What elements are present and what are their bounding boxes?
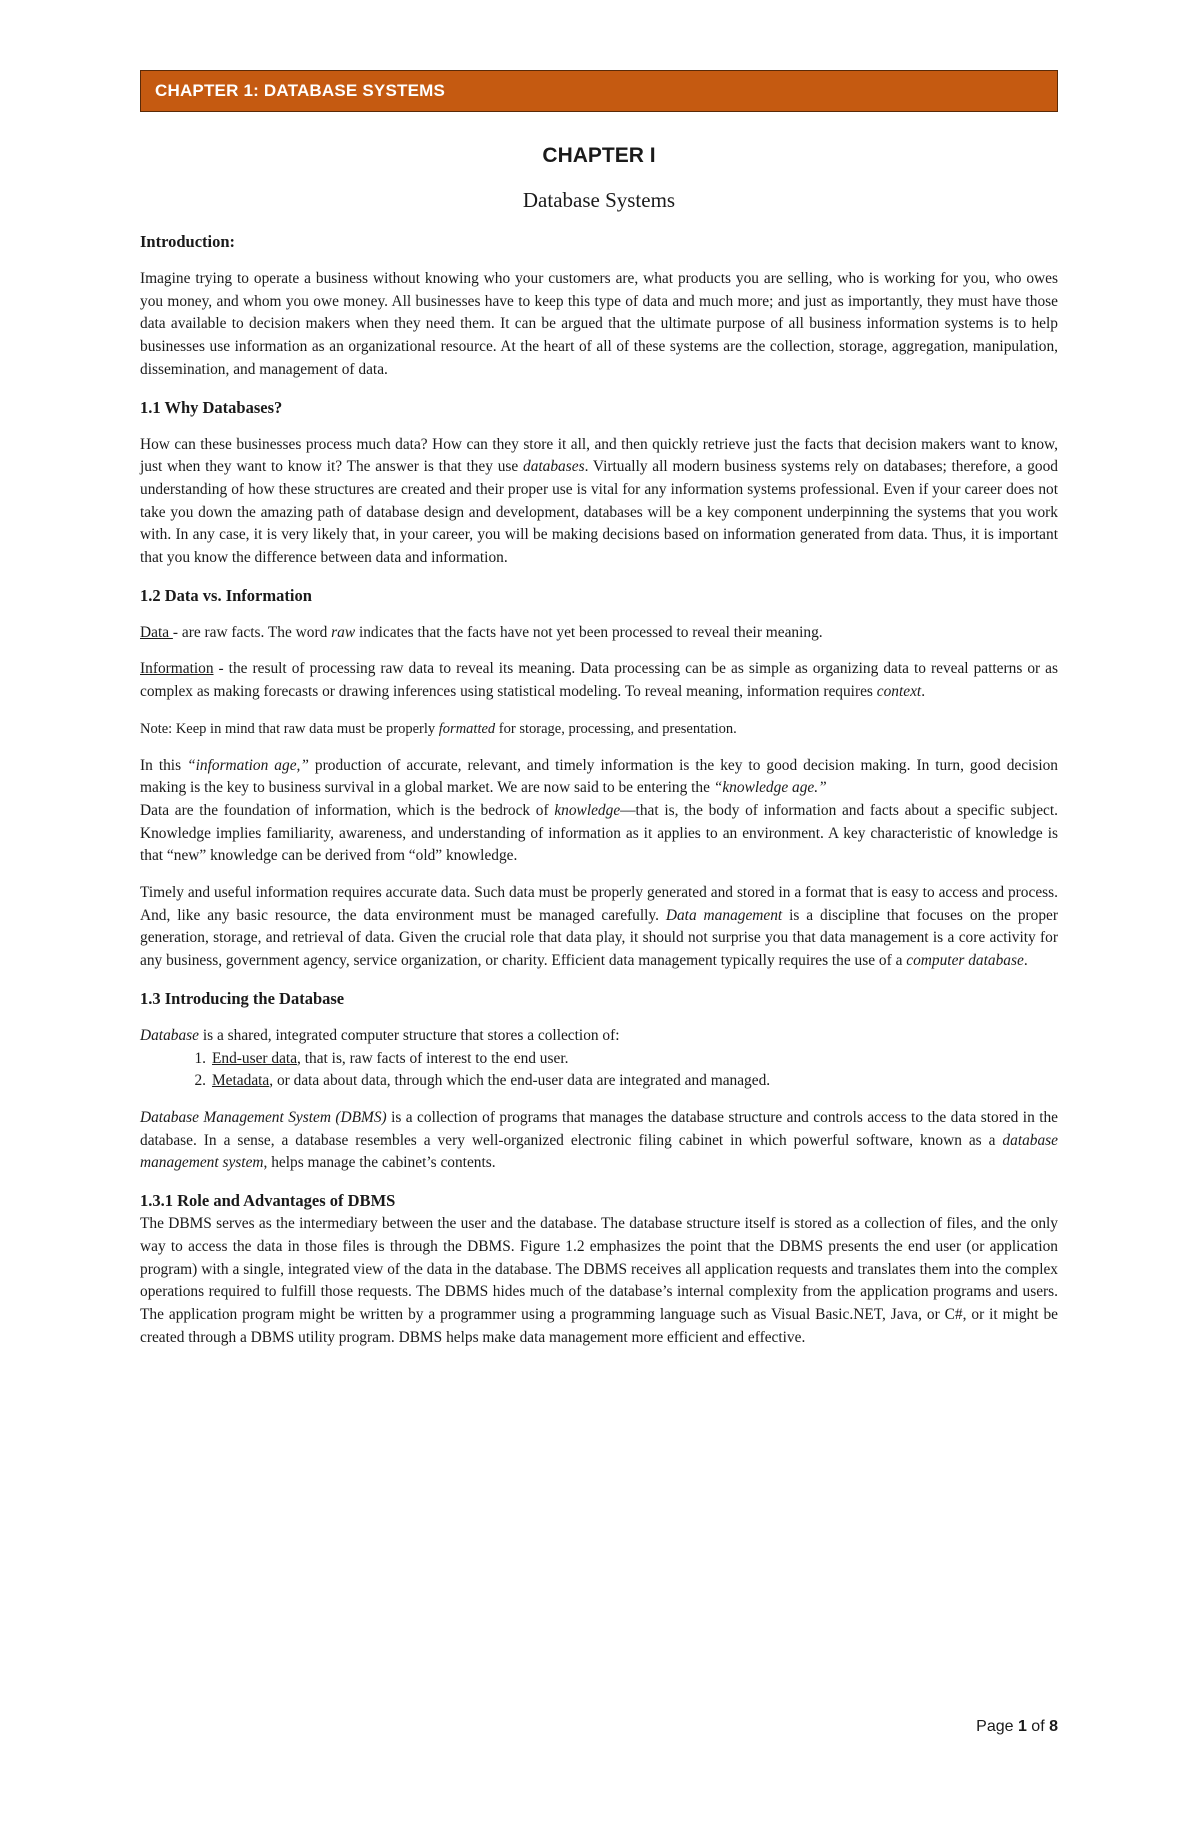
section-1-1-heading: 1.1 Why Databases?: [140, 397, 283, 417]
information-term: Information: [140, 660, 214, 678]
chapter-title: CHAPTER I: [542, 144, 656, 167]
data-term: Data: [140, 623, 173, 641]
section-1-2-heading: 1.2 Data vs. Information: [140, 585, 312, 605]
list-item: 1. End-user data, that is, raw facts of interest to the end user.: [194, 1049, 569, 1067]
data-management-paragraph: Timely and useful information requires accurate data. Such data must be properly generated and stored in a format that is easy to access and process. And, like any basic resource, the data environment must be managed carefully. Data management is a discipline that focuses on the proper generation, storage, and retrieval of data. Given the crucial role that data play, it should not surprise you that data management is a core activity for any business, government agency, service organization, or charity. Efficient data management typically requires the use of a computer database.: [140, 884, 1058, 970]
chapter-subtitle: Database Systems: [522, 188, 676, 212]
section-1-1-paragraph: How can these businesses process much data? How can they store it all, and then quickly retrieve just the facts that decision makers want to know, just when they want to know it? The answer is that they use databases. Virtually all modern business systems rely on databases; therefore, a good understanding of how these structures are created and their proper use is vital for any information systems professional. Even if your career does not take you down the amazing path of database design and development, databases will be a key component underpinning the systems that you work with. In any case, it is very likely that, in your career, you will be making decisions based on information generated from data. Thus, it is important that you know the difference between data and information.: [140, 435, 1058, 567]
page-total: 8: [1049, 1718, 1058, 1735]
chapter-header-bar: [140, 70, 1058, 112]
dbms-role-paragraph: The DBMS serves as the intermediary between the user and the database. The database structure itself is stored as a collection of files, and the only way to access the data in those files is through the DBMS. Figure 1.2 emphasizes the point that the DBMS presents the end user (or application program) with a single, integrated view of the data in the database. The DBMS receives all application requests and translates them into the complex operations required to fulfill those requests. The DBMS hides much of the database’s internal complexity from the application programs and users. The application program might be written by a programmer using a programming language such as Visual Basic.NET, Java, or C#, or it might be created through a DBMS utility program. DBMS helps make data management more efficient and effective.: [140, 1215, 1058, 1346]
page-number: 1: [1017, 1718, 1027, 1735]
intro-paragraph: Imagine trying to operate a business without knowing who your customers are, what products you are selling, who is working for you, who owes you money, and whom you owe money. All businesses have to keep this type of data and much more; and just as importantly, they must have those data available to decision makers when they need them. It can be argued that the ultimate purpose of all business information systems is to help businesses use information as an organizational resource. At the heart of all of these systems are the collection, storage, aggregation, manipulation, dissemination, and management of data.: [140, 270, 1058, 378]
page-content: [140, 142, 1058, 1363]
section-1-3-1-heading: 1.3.1 Role and Advantages of DBMS: [140, 1191, 396, 1211]
data-definition: Data - are raw facts. The word raw indicates that the facts have not yet been processed to reveal their meaning.: [140, 623, 823, 641]
knowledge-paragraph: Data are the foundation of information, which is the bedrock of knowledge—that is, the body of information and facts about a specific subject. Knowledge implies familiarity, awareness, and understanding of information as it applies to an environment. A key characteristic of knowledge is that “new” knowledge can be derived from “old” knowledge.: [140, 801, 1058, 865]
dbms-definition: Database Management System (DBMS) is a collection of programs that manages the database structure and controls access to the data stored in the database. In a sense, a database resembles a very well-organized electronic filing cabinet in which powerful software, known as a database management system, helps manage the cabinet’s contents.: [140, 1108, 1058, 1172]
page-footer: Page 1 of 8: [976, 1718, 1058, 1735]
databases-emphasis: databases: [523, 458, 585, 476]
note-paragraph: Note: Keep in mind that raw data must be properly formatted for storage, processing, and presentation.: [140, 720, 737, 737]
information-age-paragraph: In this “information age,” production of accurate, relevant, and timely information is the key to good decision making. In turn, good decision making is the key to business survival in a global market. We are now said to be entering the “knowledge age.”: [140, 756, 1058, 797]
section-1-3-heading: 1.3 Introducing the Database: [140, 988, 345, 1008]
database-contents-list: [140, 1048, 1058, 1093]
information-definition: Information - the result of processing raw data to reveal its meaning. Data processing can be as simple as organizing data to reveal patterns or as complex as making forecasts or drawing inferences using statistical modeling. To reveal meaning, information requires context.: [140, 660, 1058, 701]
chapter-header-title: CHAPTER 1: DATABASE SYSTEMS: [155, 81, 446, 100]
intro-heading: Introduction:: [140, 232, 236, 251]
list-item: 2. Metadata, or data about data, through which the end-user data are integrated and managed.: [194, 1072, 771, 1090]
database-definition: Database is a shared, integrated computer structure that stores a collection of:: [140, 1026, 620, 1044]
